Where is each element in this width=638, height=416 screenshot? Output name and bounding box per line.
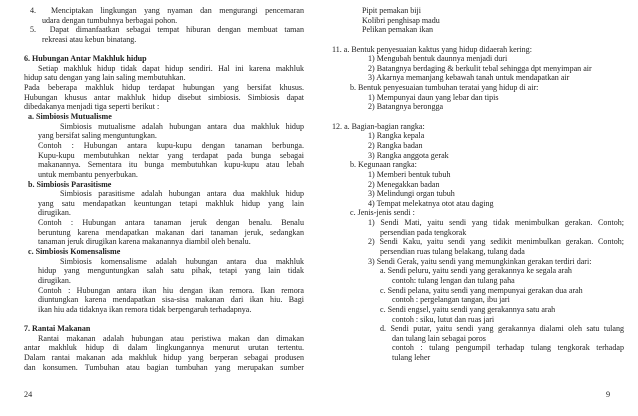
sendi-putar-line: tulang leher (392, 353, 431, 363)
sub-a-line: Kupu-kupu membutuhkan nektar yang terdapat pada bunga sebagai (38, 150, 304, 160)
left-page-text (24, 6, 304, 372)
sub-b-line: tanaman jeruk dirugikan karena makanannya diambil oleh benalu. (38, 237, 251, 247)
sub-b-line: Simbiosis parasitisme adalah hubungan antara dua makhluk hidup (60, 189, 304, 199)
q12a-item: 2) Rangka badan (368, 140, 423, 150)
q12b-item: 3) Melindungi organ tubuh (368, 189, 455, 199)
q11-heading: 11. a. Bentuk penyesuaian kaktus yang hidup didaerah kering: (332, 44, 532, 54)
sub-b-line: beruntung karena mendapatkan makanan dari tanaman jeruk, sedangkan (38, 227, 304, 237)
sec6-para-line: Hubungan khusus antar makhluk hidup disebut simbiosis. Simbiosis dapat (24, 92, 304, 102)
item4-line2: udara dengan tumbuhnya berbagai pohon. (42, 15, 178, 25)
sub-c-line: dirugikan. (38, 275, 71, 285)
top-list-item: Pipit pemakan biji (362, 6, 422, 15)
q11b-item: 1) Mempunyai daun yang lebar dan tipis (368, 92, 499, 102)
q12b-heading: b. Kegunaan rangka: (350, 160, 417, 170)
sendi-putar-line: d. Sendi putar, yaitu sendi yang gerakannya dialami oleh satu tulang (380, 324, 624, 334)
q12-heading: 12. a. Bagian-bagian rangka: (332, 121, 425, 131)
sendi-putar-line: contoh : tulang pengumpil terhadap tulang tengkorak terhadap (392, 343, 624, 353)
sub-b-line: yang satu mendapatkan keuntungan tetapi makhluk hidup yang lain (38, 198, 304, 208)
sec7-heading: 7. Rantai Makanan (24, 324, 91, 334)
sendi-engsel-line: contoh : siku, lutut dan ruas jari (392, 314, 495, 324)
sendi-putar-line: dan tulang lain sebagai poros (392, 333, 486, 343)
sub-b-line: Contoh : Hubungan antara tanaman jeruk dengan benalu. Benalu (38, 218, 304, 228)
sub-c-title: c. Simbiosis Komensalisme (28, 247, 121, 257)
q12b-item: 2) Menegakkan badan (368, 179, 440, 189)
sec6-para-line: Setiap makhluk hidup tidak dapat hidup sendiri. Hal ini karena makhluk (38, 63, 304, 73)
sub-c-line: hidup yang menguntungkan salah satu pihak, tetapi yang lain tidak (38, 266, 304, 276)
sec6-para-line: dibedakanya menjadi tiga seperti berikut : (24, 102, 160, 112)
q12a-item: 1) Rangka kepala (368, 131, 425, 141)
sendi-engsel-line: c. Sendi engsel, yaitu sendi yang gerakannya satu arah (380, 304, 556, 314)
sendi-kaku-line: persendian ruas tulang belakang, tulang dada (380, 247, 525, 257)
q12b-item: 4) Tempat melekatnya otot atau daging (368, 198, 494, 208)
sec7-para-line: antar makhluk hidup di dalam lingkungannya menurut urutan tertentu. (24, 343, 304, 353)
sub-a-line: yang bersifat saling menguntungkan. (38, 131, 157, 141)
sub-c-line: Simbiosis komensalisme adalah hubungan antara dua makhluk (60, 256, 304, 266)
sub-a-line: untuk membantu penyerbukan. (38, 169, 138, 179)
q11a-item: 2) Batangnya berdaging & berkulit tebal sehingga dpt menyimpan air (368, 63, 592, 73)
sendi-gerak-line: 3) Sendi Gerak, yaitu sendi yang memungkinkan gerakan terdiri dari: (368, 256, 592, 266)
sec6-para-line: Pada beberapa makhluk hidup terdapat hubungan yang bersifat khusus. (24, 83, 304, 93)
sendi-peluru-line: a. Sendi peluru, yaitu sendi yang gerakannya ke segala arah (380, 266, 572, 276)
top-list-item: Kolibri penghisap madu (362, 15, 440, 25)
left-page-number: 24 (24, 390, 33, 399)
item5-line2: rekreasi atau kebun binatang. (42, 34, 137, 44)
sub-a-line: Contoh : Hubungan antara kupu-kupu dengan tanaman berbunga. (38, 140, 304, 150)
sendi-pelana-line: c. Sendi pelana, yaitu sendi yang mempunyai gerakan dua arah (380, 285, 583, 295)
q11a-item: 1) Mengubah bentuk daunnya menjadi duri (368, 54, 508, 64)
sub-a-line: Simbiosis mutualisme adalah hubungan antara dua makhluk hidup (60, 121, 304, 131)
q12c-heading: c. Jenis-jenis sendi : (350, 208, 415, 218)
sub-a-title: a. Simbiosis Mutualisme (28, 112, 112, 122)
sub-b-line: dirugikan. (38, 208, 71, 218)
top-list-item: Pelikan pemakan ikan (362, 25, 434, 35)
q11a-item: 3) Akarnya memanjang kebawah tanah untuk mendapatkan air (368, 73, 570, 83)
item4-line1: 4. Menciptakan lingkungan yang nyaman dan mengurangi pencemaran (30, 6, 304, 15)
q11b-heading: b. Bentuk penyesuaian tumbuhan teratai yang hidup di air: (350, 83, 539, 93)
right-page-text (332, 6, 624, 363)
sendi-pelana-line: contoh : pergelangan tangan, ibu jari (392, 295, 510, 305)
sec7-para-line: Rantai makanan adalah hubungan atau peristiwa makan dan dimakan (38, 333, 304, 343)
sec7-para-line: Dalam rantai makanan ada makhluk hidup yang berperan sebagai produsen (24, 353, 304, 363)
right-page-number: 9 (606, 390, 611, 399)
q12b-item: 1) Memberi bentuk tubuh (368, 169, 451, 179)
sec7-para-line: dan konsumen. Tumbuhan atau bagian tumbuhan yang merupakan sumber (24, 362, 304, 372)
sub-b-title: b. Simbiosis Parasitisme (28, 179, 112, 189)
sendi-peluru-line: contoh: tulang lengan dan tulang paha (392, 275, 515, 285)
sub-c-line: Contoh : Hubungan antara ikan hiu dengan ikan remora. Ikan remora (38, 285, 304, 295)
sec6-para-line: hidup satu dengan yang lain saling membutuhkan. (24, 73, 186, 83)
sec6-heading: 6. Hubungan Antar Makhluk hidup (24, 54, 147, 64)
sub-c-line: diuntungkan karena mendapatkan sisa-sisa makanan dari ikan hiu. Bagi (38, 295, 304, 305)
sub-c-line: ikan hiu ada tidaknya ikan remora tidak berpengaruh terhadapnya. (38, 304, 252, 314)
q11b-item: 2) Batangnya berongga (368, 102, 444, 112)
sendi-mati-line: persendian pada tengkorak (380, 227, 467, 237)
sub-a-line: makanannya. Sementara itu bunga membutuhkan kupu-kupu atau lebah (38, 160, 304, 170)
sendi-mati-line: 1) Sendi Mati, yaitu sendi yang tidak menimbulkan gerakan. Contoh; (368, 218, 624, 228)
q12a-item: 3) Rangka anggota gerak (368, 150, 449, 160)
sendi-kaku-line: 2) Sendi Kaku, yaitu sendi yang sedikit menimbulkan gerakan. Contoh; (368, 237, 624, 247)
item5-line1: 5. Dapat dimanfaatkan sebagai tempat hiburan dengan membuat taman (30, 25, 304, 35)
